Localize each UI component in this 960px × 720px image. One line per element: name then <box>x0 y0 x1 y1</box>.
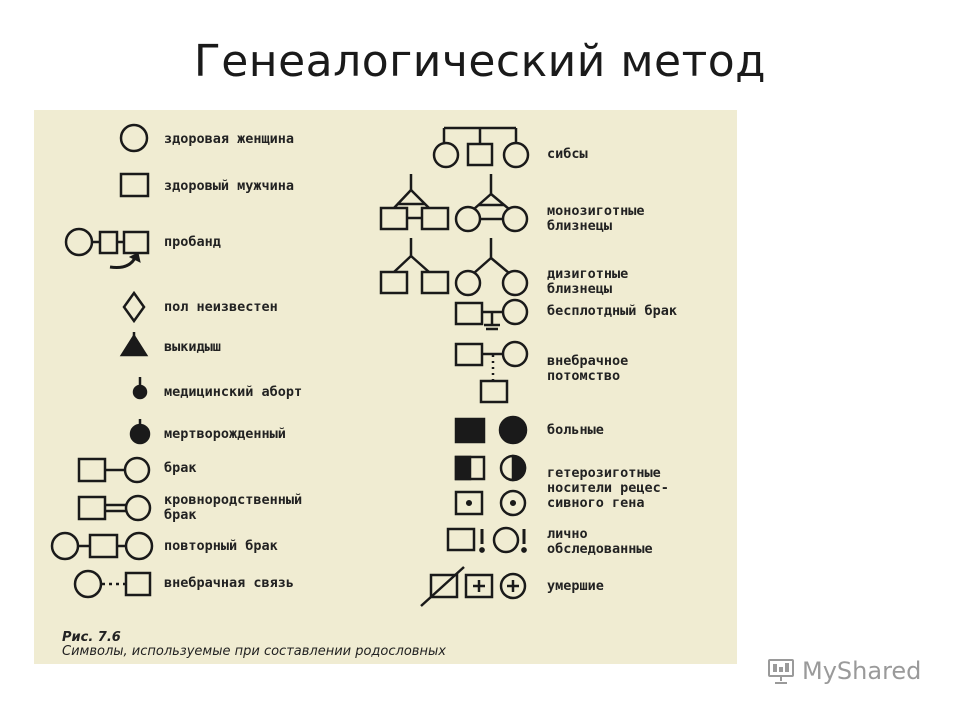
label-healthy-man: здоровый мужчина <box>164 178 295 194</box>
figure-number: Рис. 7.6 <box>62 630 121 645</box>
label-consanguineous-marriage: кровнородственный брак <box>164 492 303 523</box>
label-monozygotic-twins: монозиготные близнецы <box>547 203 645 234</box>
slide-title: Генеалогический метод <box>193 36 767 87</box>
label-marriage: брак <box>164 460 197 476</box>
label-affected: больные <box>547 422 604 438</box>
label-medical-abortion: медицинский аборт <box>164 384 303 400</box>
watermark-text: MyShared <box>802 657 922 685</box>
label-remarriage: повторный брак <box>164 538 278 554</box>
monozygotic-twins-symbol <box>381 174 527 231</box>
figure-caption: Символы, используемые при составлении родословных <box>62 644 446 659</box>
pedigree-symbols-figure <box>34 110 737 664</box>
marriage-symbol <box>79 458 149 482</box>
myshared-logo-icon <box>766 656 796 686</box>
miscarriage-symbol <box>122 336 146 355</box>
watermark <box>766 656 921 686</box>
healthy-woman-symbol <box>121 125 147 151</box>
affected-symbol <box>456 417 526 443</box>
dizygotic-twins-symbol <box>381 238 527 295</box>
heterozygous-carrier-symbol <box>456 456 525 480</box>
label-personally-examined: лично обследованные <box>547 526 653 557</box>
label-deceased: умершие <box>547 578 604 594</box>
label-sex-unknown: пол неизвестен <box>164 299 278 315</box>
deceased-symbol <box>421 567 525 606</box>
label-extramarital-offspring: внебрачное потомство <box>547 353 629 384</box>
healthy-man-symbol <box>121 174 148 196</box>
label-dizygotic-twins: дизиготные близнецы <box>547 266 629 297</box>
heterozygous-carrier-dot-symbol <box>456 491 525 515</box>
extramarital-offspring-symbol <box>456 342 527 402</box>
personally-examined-symbol <box>448 528 526 552</box>
siblings-symbol <box>434 128 528 167</box>
pedigree-symbols-svg <box>34 110 737 664</box>
label-proband: пробанд <box>164 234 221 250</box>
sex-unknown-symbol <box>124 293 144 321</box>
label-stillborn: мертворожденный <box>164 426 286 442</box>
label-miscarriage: выкидыш <box>164 339 221 355</box>
label-heterozygous-carriers: гетерозиготные носители рецес- сивного гена <box>547 465 669 511</box>
label-extramarital-relationship: внебрачная связь <box>164 575 295 591</box>
label-siblings: сибсы <box>547 146 588 162</box>
label-healthy-woman: здоровая женщина <box>164 131 295 147</box>
childless-marriage-symbol <box>456 300 527 329</box>
remarriage-symbol <box>52 533 152 559</box>
consanguineous-marriage-symbol <box>79 496 150 520</box>
label-childless-marriage: бесплотдный брак <box>547 303 678 319</box>
stillborn-symbol <box>131 419 149 443</box>
medical-abortion-symbol <box>134 377 146 398</box>
extramarital-relationship-symbol <box>75 571 150 597</box>
proband-symbol <box>66 229 148 268</box>
